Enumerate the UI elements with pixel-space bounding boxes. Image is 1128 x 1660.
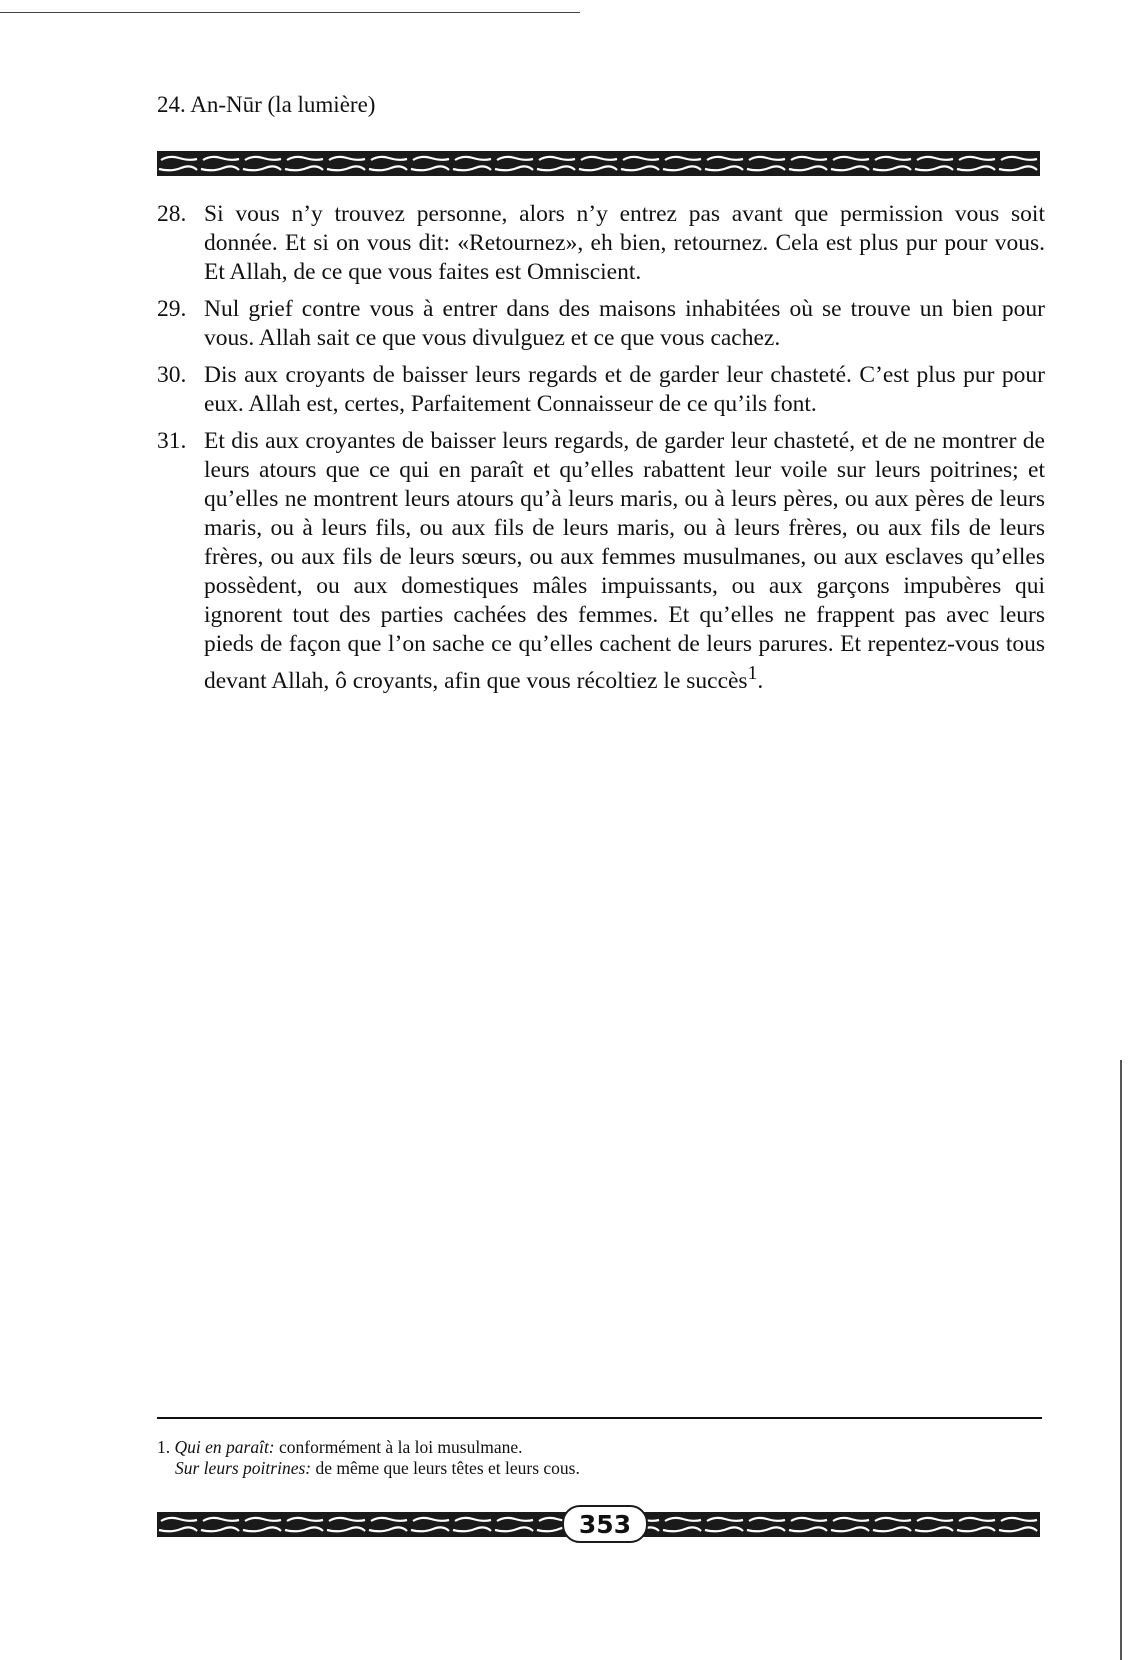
ornamental-band-top xyxy=(157,151,1040,176)
verse-number: 30. xyxy=(157,362,187,388)
footnote-marker: 1. xyxy=(157,1437,171,1457)
verse-30 xyxy=(157,361,1045,419)
verse-text: Si vous n’y trouvez personne, alors n’y entrez pas avant que permission vous soit donnée. Et si on vous dit: «Retournez», eh bien, retournez. Cela est plus pur pour vous. Et Allah, de ce que vous faites est Omniscient. xyxy=(204,201,1045,285)
footnote-text: conformément à la loi musulmane. xyxy=(274,1437,523,1457)
verse-text: Nul grief contre vous à entrer dans des maisons inhabitées où se trouve un bien pour vous. Allah sait ce que vous divulguez et ce que vous cachez. xyxy=(204,296,1045,351)
top-scan-rule xyxy=(0,12,580,13)
chain-ornament-icon xyxy=(157,151,1040,176)
verse-list xyxy=(157,200,1045,704)
footnote-1 xyxy=(157,1437,580,1458)
footnotes xyxy=(157,1437,580,1479)
footnote-ref[interactable]: 1 xyxy=(747,663,758,684)
footnote-term: Qui en paraît: xyxy=(174,1437,275,1457)
footnote-1-continued xyxy=(157,1458,580,1479)
page-number: 353 xyxy=(562,1505,648,1543)
surah-header: 24. An-Nūr (la lumière) xyxy=(157,92,376,117)
page-edge-line xyxy=(1120,1060,1122,1660)
verse-number: 28. xyxy=(157,201,187,227)
verse-29 xyxy=(157,295,1045,353)
verse-31 xyxy=(157,427,1045,696)
verse-number: 31. xyxy=(157,428,187,454)
verse-28 xyxy=(157,200,1045,287)
footnote-divider xyxy=(157,1417,1042,1419)
verse-end: . xyxy=(757,667,764,694)
verse-text: Dis aux croyants de baisser leurs regards et de garder leur chasteté. C’est plus pur pour eux. Allah est, certes, Parfaitement Connaisseur de ce qu’ils font. xyxy=(204,362,1045,417)
verse-number: 29. xyxy=(157,296,187,322)
verse-text xyxy=(204,427,1045,696)
footnote-text: de même que leurs têtes et leurs cous. xyxy=(311,1458,580,1478)
verse-body: Et dis aux croyantes de baisser leurs regards, de garder leur chasteté, et de ne montrer de leurs atours que ce qui en paraît et qu’elles rabattent leur voile sur leurs poitrines; et qu’elles ne montrent leurs atours qu’à leurs maris, ou à leurs pères, ou aux pères de leurs maris, ou à leurs fils, ou aux fils de leurs maris, ou à leurs frères, ou aux fils de leurs frères, ou aux fils de leurs sœurs, ou aux femmes musulmanes, ou aux esclaves qu’elles possèdent, ou aux domestiques mâles impuissants, ou aux garçons impubères qui ignorent tout des parties cachées des femmes. Et qu’elles ne frappent pas avec leurs pieds de façon que l’on sache ce qu’elles cachent de leurs parures. Et repentez-vous tous devant Allah, ô croyants, afin que vous récoltiez le succès xyxy=(204,428,1045,694)
footnote-term: Sur leurs poitrines: xyxy=(175,1458,312,1478)
